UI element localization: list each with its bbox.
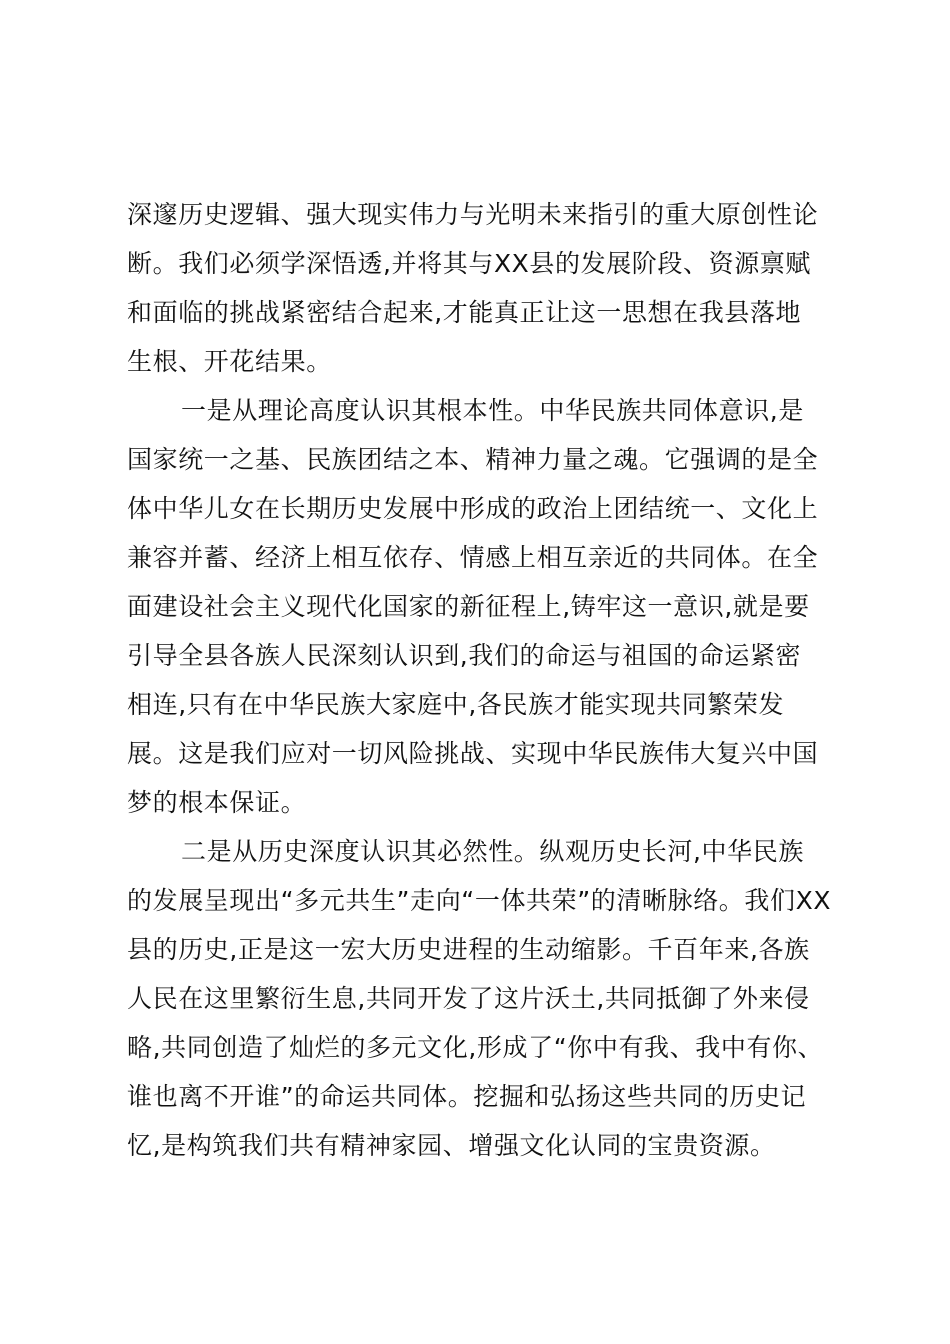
text-line-17: 人民在这里繁衍生息,共同开发了这片沃土,共同抵御了外来侵	[127, 984, 810, 1013]
document-body	[127, 190, 832, 1170]
text-line-5: 一是从理论高度认识其根本性。中华民族共同体意识,是	[181, 396, 804, 425]
text-line-13: 梦的根本保证。	[127, 788, 307, 817]
text-line-3: 和面临的挑战紧密结合起来,才能真正让这一思想在我县落地	[127, 298, 802, 327]
text-line-10: 引导全县各族人民深刻认识到,我们的命运与祖国的命运紧密	[127, 641, 802, 670]
text-line-16: 县的历史,正是这一宏大历史进程的生动缩影。千百年来,各族	[127, 935, 810, 964]
text-line-6: 国家统一之基、民族团结之本、精神力量之魂。它强调的是全	[127, 445, 819, 474]
text-line-4: 生根、开花结果。	[127, 347, 332, 376]
text-line-20: 忆,是构筑我们共有精神家园、增强文化认同的宝贵资源。	[127, 1131, 776, 1160]
text-line-1: 深邃历史逻辑、强大现实伟力与光明未来指引的重大原创性论	[127, 200, 819, 229]
text-line-11: 相连,只有在中华民族大家庭中,各民族才能实现共同繁荣发	[127, 690, 785, 719]
text-line-8: 兼容并蓄、经济上相互依存、情感上相互亲近的共同体。在全	[127, 543, 819, 572]
text-line-19: 谁也离不开谁”的命运共同体。挖掘和弘扬这些共同的历史记	[127, 1082, 807, 1111]
text-line-2: 断。我们必须学深悟透,并将其与XX县的发展阶段、资源禀赋	[127, 249, 812, 278]
text-line-12: 展。这是我们应对一切风险挑战、实现中华民族伟大复兴中国	[127, 739, 819, 768]
text-line-9: 面建设社会主义现代化国家的新征程上,铸牢这一意识,就是要	[127, 592, 810, 621]
text-line-15: 的发展呈现出“多元共生”走向“一体共荣”的清晰脉络。我们XX	[127, 886, 832, 915]
text-line-14: 二是从历史深度认识其必然性。纵观历史长河,中华民族	[181, 837, 804, 866]
text-line-18: 略,共同创造了灿烂的多元文化,形成了“你中有我、我中有你、	[127, 1033, 824, 1062]
text-line-7: 体中华儿女在长期历史发展中形成的政治上团结统一、文化上	[127, 494, 819, 523]
